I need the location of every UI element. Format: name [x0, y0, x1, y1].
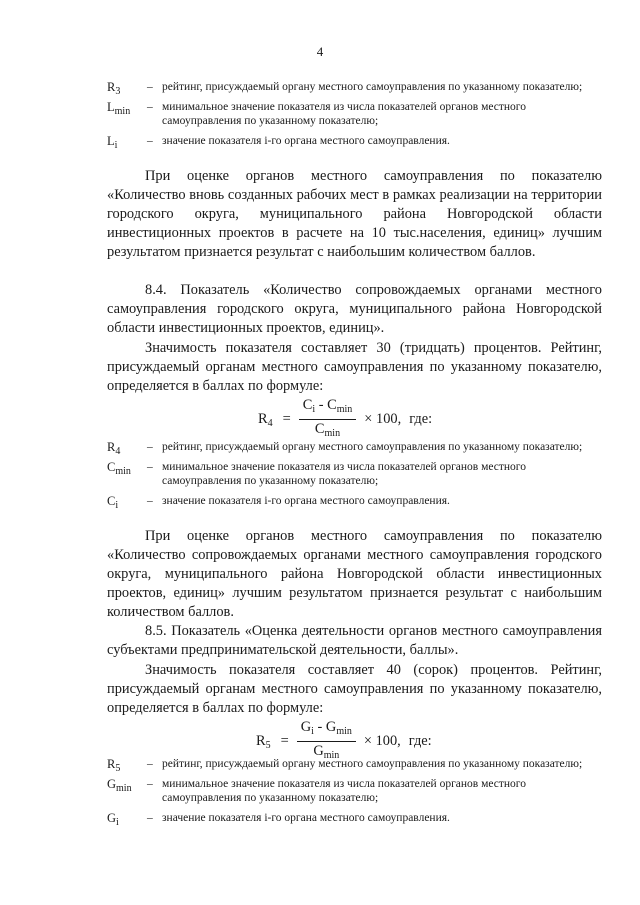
dash: –	[147, 135, 153, 147]
dash: –	[147, 495, 153, 507]
symbol: $G_{min}$	[107, 777, 132, 794]
dash: –	[147, 812, 153, 824]
symbol: $G_i$	[107, 811, 119, 828]
dash: –	[147, 758, 153, 770]
symbol: $C_i$	[107, 494, 119, 511]
formula-multiplier: × 100,	[364, 411, 402, 427]
symbol: $R_5$	[107, 757, 121, 774]
definition-item	[107, 460, 602, 488]
formula-lhs: $R_5$	[256, 732, 271, 751]
formula-where: где:	[409, 411, 433, 427]
definition-text: минимальное значение показателя из числа показателей органов местного самоуправления по указанному показателю;	[162, 461, 526, 487]
definition-text: минимальное значение показателя из числа показателей органов местного самоуправления по указанному показателю;	[162, 101, 526, 127]
definition-item	[107, 777, 602, 805]
formula-lhs: $R_4$	[258, 410, 273, 429]
formula-equals: =	[280, 733, 289, 749]
formula-denominator: $G_{min}$	[313, 743, 340, 761]
dash: –	[147, 461, 153, 473]
formula-equals: =	[282, 411, 291, 427]
paragraph-p6: Значимость показателя составляет 40 (сорок) процентов. Рейтинг, присуждаемый органам местного самоуправления по указанному показателю, определяется в баллах по формуле:	[107, 662, 602, 716]
paragraph-p4: При оценке органов местного самоуправления по показателю «Количество сопровождаемых органами местного самоуправления городского округа, муниципального района Новгородской области инвестиционных проектов, единиц» лучшим результатом признается результат с наибольшим количеством баллов.	[107, 528, 602, 620]
formula-multiplier: × 100,	[363, 733, 401, 749]
definition-item	[107, 80, 602, 97]
definition-item	[107, 494, 602, 511]
definition-text: рейтинг, присуждаемый органу местного самоуправления по указанному показателю;	[162, 758, 583, 770]
symbol: $R_4$	[107, 440, 121, 457]
formula-numerator: $G_i - G_{min}$	[297, 719, 356, 742]
definition-item	[107, 440, 602, 457]
dash: –	[147, 81, 153, 93]
formula-fraction	[299, 397, 357, 442]
paragraph-p1: При оценке органов местного самоуправления по показателю «Количество вновь созданных рабочих мест в рамках реализации на территории городского округа, муниципального района Новгородской области инвестиционных проектов в расчете на 10 тыс.населения, единиц» лучшим результатом признается результат с наибольшим количеством баллов.	[107, 168, 602, 260]
definition-item	[107, 811, 602, 828]
page-number: 4	[316, 44, 324, 59]
paragraph-p2: 8.4. Показатель «Количество сопровождаемых органами местного самоуправления городского округа, муниципального района Новгородской области инвестиционных проектов, единиц».	[107, 282, 602, 336]
definition-text: значение показателя i-го органа местного самоуправления.	[162, 135, 450, 147]
definition-text: рейтинг, присуждаемый органу местного самоуправления по указанному показателю;	[162, 81, 583, 93]
dash: –	[147, 441, 153, 453]
definition-text: рейтинг, присуждаемый органу местного самоуправления по указанному показателю;	[162, 441, 583, 453]
definition-text: значение показателя i-го органа местного самоуправления.	[162, 495, 450, 507]
definition-item	[107, 100, 602, 128]
definition-text: минимальное значение показателя из числа показателей органов местного самоуправления по указанному показателю;	[162, 778, 526, 804]
paragraph-p3: Значимость показателя составляет 30 (тридцать) процентов. Рейтинг, присуждаемый органам местного самоуправления по указанному показателю, определяется в баллах по формуле:	[107, 340, 602, 394]
formula-numerator: $C_i - C_{min}$	[299, 397, 357, 420]
paragraph-p5: 8.5. Показатель «Оценка деятельности органов местного самоуправления субъектами предпринимательской деятельности, баллы».	[107, 623, 602, 658]
definitions-r3	[107, 80, 602, 154]
symbol: $C_{min}$	[107, 460, 131, 477]
definition-text: значение показателя i-го органа местного самоуправления.	[162, 812, 450, 824]
dash: –	[147, 778, 153, 790]
symbol: $L_i$	[107, 134, 118, 151]
symbol: $L_{min}$	[107, 100, 131, 117]
dash: –	[147, 101, 153, 113]
definition-item	[107, 134, 602, 151]
definitions-r5	[107, 757, 602, 831]
formula-denominator: $C_{min}$	[314, 421, 341, 439]
definition-item	[107, 757, 602, 774]
symbol: $R_3$	[107, 80, 121, 97]
definitions-r4	[107, 440, 602, 514]
formula-where: где:	[408, 733, 432, 749]
